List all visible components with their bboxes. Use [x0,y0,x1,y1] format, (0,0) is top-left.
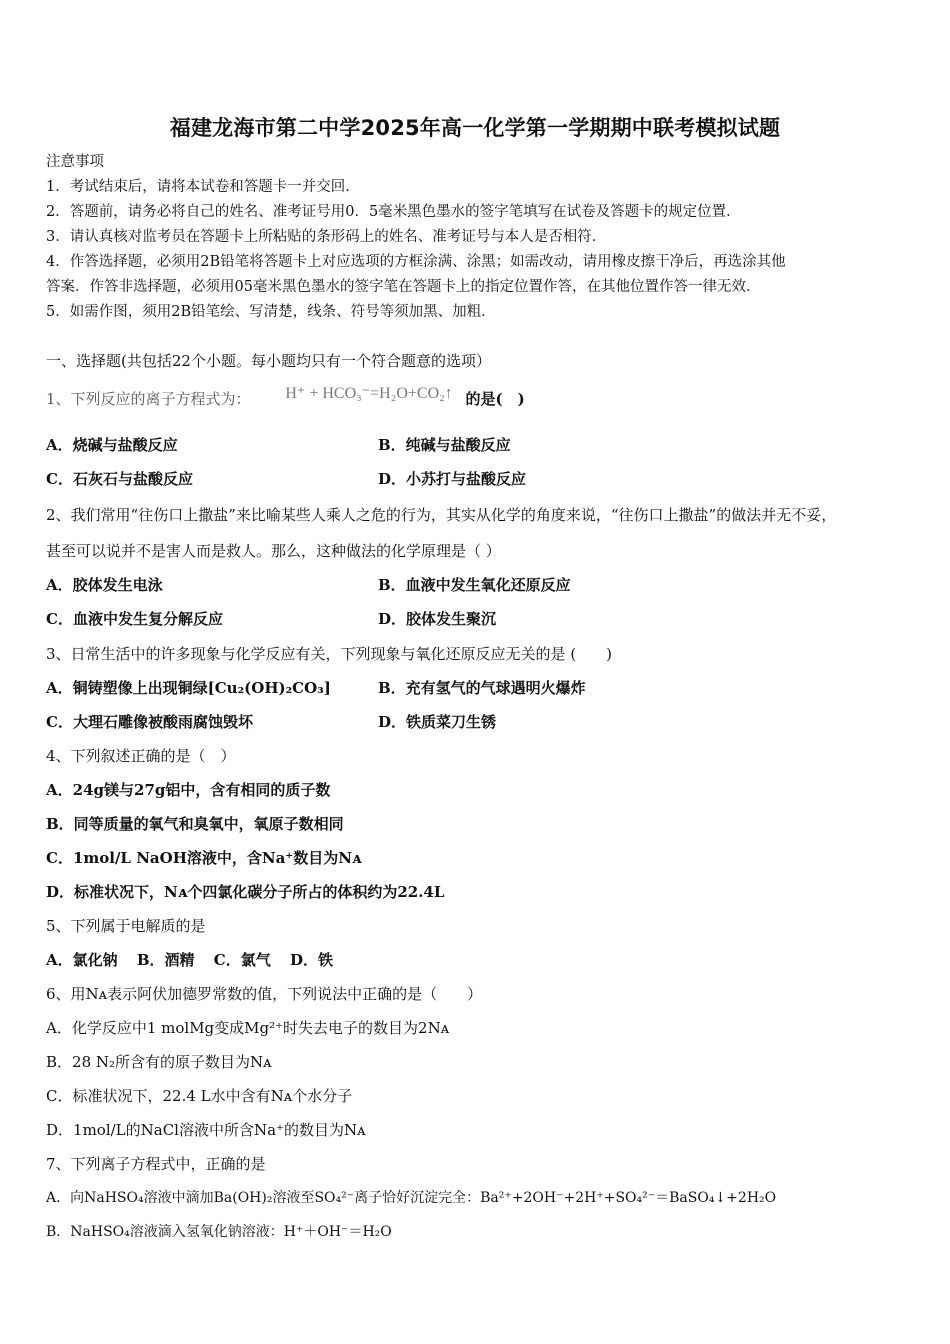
note-item: 5．如需作图，须用2B铅笔绘、写清楚，线条、符号等须加黑、加粗． [46,304,496,320]
option-b: B．NaHSO₄溶液滴入氢氧化钠溶液：H⁺＋OH⁻＝H₂O [46,1224,392,1240]
option-a: A．胶体发生电泳 [46,576,163,594]
note-item: 1．考试结束后，请将本试卷和答题卡一并交回． [46,179,360,195]
exam-title: 福建龙海市第二中学2025年高一化学第一学期期中联考模拟试题 [169,116,781,140]
question-4-stem: 4、下列叙述正确的是（ ） [46,747,236,765]
question-3-stem: 3、日常生活中的许多现象与化学反应有关，下列现象与氧化还原反应无关的是 ( ) [46,645,613,663]
option-b: B．纯碱与盐酸反应 [378,436,511,454]
note-item: 2．答题前，请务必将自己的姓名、准考证号用0．5毫米黑色墨水的签字笔填写在试卷及答题卡的规定位置． [46,204,741,220]
option-c: C．氯气 [213,951,271,969]
option-a: A．化学反应中1 molMg变成Mg²⁺时失去电子的数目为2Nᴀ [46,1019,450,1037]
option-b: B．28 N₂所含有的原子数目为Nᴀ [46,1053,272,1071]
question-stem: 1、下列反应的离子方程式为： [46,390,251,408]
option-d: D．小苏打与盐酸反应 [378,470,527,488]
question-1 [46,385,525,410]
option-a: A．24g镁与27g铝中，含有相同的质子数 [46,781,331,799]
notes-heading: 注意事项 [46,154,104,170]
option-d: D．标准状况下，Nᴀ个四氯化碳分子所占的体积约为22.4L [46,883,445,901]
question-5-options [46,950,333,970]
option-d: D．1mol/L的NaCl溶液中所含Na⁺的数目为Nᴀ [46,1121,366,1139]
option-c: C．石灰石与盐酸反应 [46,470,193,488]
note-item: 答案．作答非选择题，必须用05毫米黑色墨水的签字笔在答题卡上的指定位置作答，在其他位置作答一律无效． [46,279,761,295]
option-a: A．烧碱与盐酸反应 [46,436,178,454]
note-item: 3．请认真核对监考员在答题卡上所粘贴的条形码上的姓名、准考证号与本人是否相符． [46,229,607,245]
option-b: B．酒精 [136,951,195,969]
option-d: D．铁质菜刀生锈 [378,713,497,731]
option-c: C．标准状况下，22.4 L水中含有Nᴀ个水分子 [46,1087,353,1105]
option-b: B．充有氢气的气球遇明火爆炸 [378,679,586,697]
question-tail: 的是( ) [465,390,525,408]
option-c: C．血液中发生复分解反应 [46,610,223,628]
option-d: D．胶体发生聚沉 [378,610,497,628]
option-a: A．铜铸塑像上出现铜绿[Cu₂(OH)₂CO₃] [46,679,331,697]
note-item: 4．作答选择题，必须用2B铅笔将答题卡上对应选项的方框涂满、涂黑；如需改动，请用橡皮擦干净后，再选涂其他 [46,254,786,270]
option-a: A．向NaHSO₄溶液中滴加Ba(OH)₂溶液至SO₄²⁻离子恰好沉淀完全：Ba²⁺+2OH⁻+2H⁺+SO₄²⁻＝BaSO₄↓+2H₂O [46,1190,777,1206]
option-b: B．血液中发生氧化还原反应 [378,576,571,594]
ion-equation: H⁺ + HCO₃⁻=H₂O+CO₂↑ [285,385,453,402]
question-2-stem-line2: 甚至可以说并不是害人而是救人。那么，这种做法的化学原理是（ ） [46,542,501,560]
question-6-stem: 6、用Nᴀ表示阿伏加德罗常数的值，下列说法中正确的是（ ） [46,985,483,1003]
section-heading: 一、选择题(共包括22个小题。每小题均只有一个符合题意的选项） [46,352,491,370]
question-2-stem-line1: 2、我们常用“往伤口上撒盐”来比喻某些人乘人之危的行为，其实从化学的角度来说，“往伤口上撒盐”的做法并无不妥， [46,506,837,524]
option-b: B．同等质量的氧气和臭氧中，氧原子数相同 [46,815,344,833]
option-a: A．氯化钠 [46,951,118,969]
option-d: D．铁 [289,951,333,969]
question-5-stem: 5、下列属于电解质的是 [46,917,206,935]
option-c: C．大理石雕像被酸雨腐蚀毁坏 [46,713,253,731]
option-c: C．1mol/L NaOH溶液中，含Na⁺数目为Nᴀ [46,849,362,867]
question-7-stem: 7、下列离子方程式中，正确的是 [46,1155,266,1173]
